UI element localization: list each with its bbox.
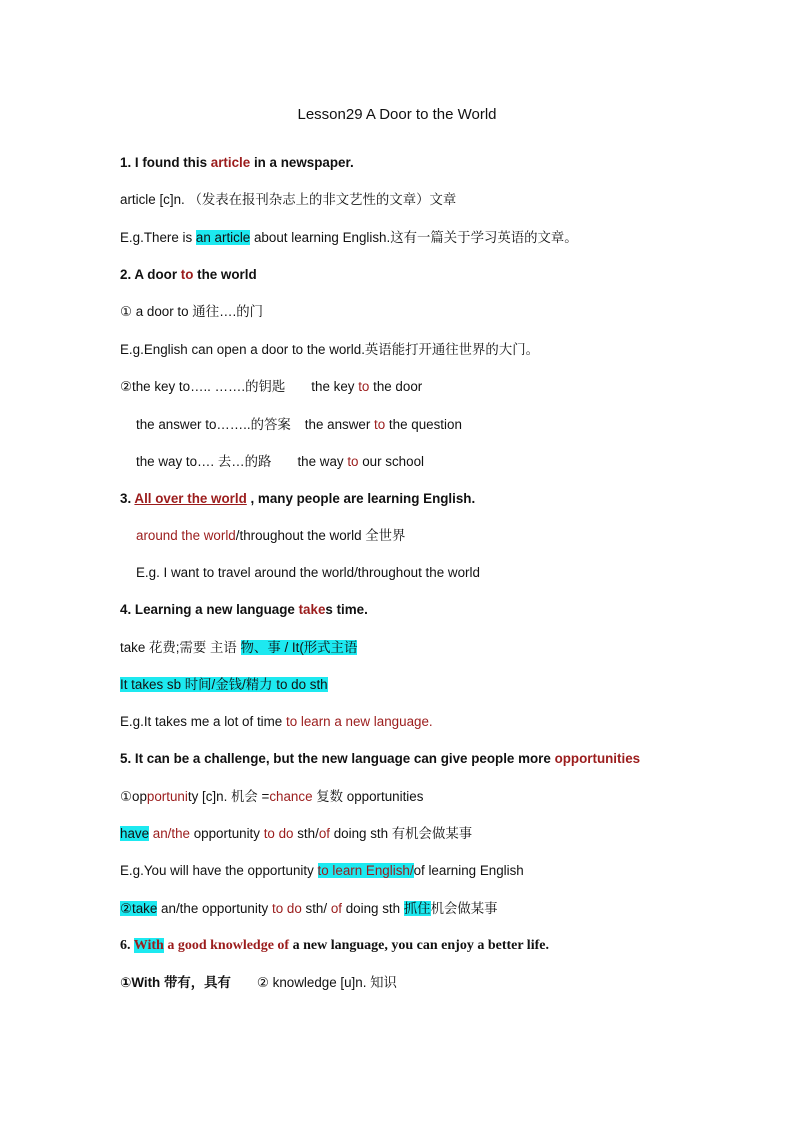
example-text: E.g.There is <box>120 230 196 245</box>
synonym-line <box>136 526 405 546</box>
heading-text: 2. A door <box>120 267 181 282</box>
take-opportunity-line <box>120 899 498 919</box>
heading-text: the world <box>193 267 257 282</box>
heading-text: in a newspaper. <box>250 155 354 170</box>
door-example: E.g.English can open a door to the world.英语能打开通往世界的大门。 <box>120 342 539 357</box>
keyword-of: of <box>330 901 342 916</box>
phrase-text: the way to…. 去…的路 <box>136 454 272 469</box>
phrase-text: the answer <box>304 417 375 432</box>
phrase-text: the key <box>311 379 359 394</box>
heading-number: 6. <box>120 938 134 953</box>
synonym-text: /throughout the world 全世界 <box>235 528 406 543</box>
section-2-heading <box>120 265 257 285</box>
phrase-text: opportunity <box>190 826 264 841</box>
keyword-to-do: to do <box>263 826 294 841</box>
phrase-text: sth/ <box>301 901 331 916</box>
phrase-text: 机会做某事 <box>430 901 498 916</box>
keyword-to: to <box>347 454 359 469</box>
section-5-heading <box>120 749 640 769</box>
keyword-take: take <box>298 602 326 617</box>
example-text: of learning English <box>413 863 524 878</box>
keyword-article: article <box>210 155 251 170</box>
section-4-heading <box>120 600 368 620</box>
highlight-an-article: an article <box>195 230 251 245</box>
take-pattern <box>120 675 328 695</box>
world-example: E.g. I want to travel around the world/throughout the world <box>136 565 480 580</box>
heading-number: 3. <box>120 491 135 506</box>
phrase-text: the question <box>385 417 462 432</box>
keyword-an-the: an/the <box>149 826 190 841</box>
keyword-to: to <box>374 417 386 432</box>
page-title: Lesson29 A Door to the World <box>297 106 497 123</box>
with-definition: ①With 带有，具有 <box>120 975 231 990</box>
keyword-all-over-the-world: All over the world <box>134 491 247 506</box>
definition-text: ty [c]n. 机会 = <box>187 789 270 804</box>
heading-text: , many people are learning English. <box>246 491 476 506</box>
phrase-text: ②the key to….. …….的钥匙 <box>120 379 286 394</box>
keyword-opportunities: opportunities <box>554 751 641 766</box>
with-knowledge-line <box>120 973 397 993</box>
heading-text: 4. Learning a new language <box>120 602 299 617</box>
have-opportunity-line <box>120 824 472 844</box>
keyword-to-do: to do <box>271 901 302 916</box>
highlight-have: have <box>120 826 150 841</box>
section-6-heading <box>120 936 549 956</box>
heading-text: a new language, you can enjoy a better life. <box>289 938 549 953</box>
keyword-to: to <box>180 267 194 282</box>
door-to-item: ① a door to 通往….的门 <box>120 304 263 319</box>
article-example <box>120 228 578 248</box>
keyword-chance: chance <box>269 789 313 804</box>
heading-text: 1. I found this <box>120 155 211 170</box>
key-to-line <box>120 377 422 397</box>
highlight-seize: 抓住 <box>403 901 431 916</box>
example-text: about learning English.这有一篇关于学习英语的文章。 <box>250 230 578 245</box>
phrase-text: doing sth <box>341 901 404 916</box>
phrase-text: sth/ <box>293 826 319 841</box>
keyword-to: to <box>358 379 370 394</box>
highlight-subject: 物、事 / It(形式主语 <box>240 640 358 655</box>
phrase-text: the way <box>297 454 348 469</box>
phrase-text: our school <box>358 454 424 469</box>
opportunity-definition <box>120 787 423 807</box>
definition-text: 复数 opportunities <box>312 789 424 804</box>
highlight-take: ②take <box>120 901 158 916</box>
knowledge-definition: ② knowledge [u]n. 知识 <box>256 975 397 990</box>
opportunity-example <box>120 861 524 881</box>
example-text: E.g.It takes me a lot of time <box>120 714 286 729</box>
article-definition: article [c]n. （发表在报刊杂志上的非文艺性的文章）文章 <box>120 192 457 207</box>
keyword-a-good-knowledge-of: a good knowledge of <box>167 938 290 953</box>
highlight-pattern: It takes sb 时间/金钱/精力 to do sth <box>120 677 328 692</box>
take-example <box>120 712 433 732</box>
phrase-text: doing sth 有机会做某事 <box>329 826 473 841</box>
phrase-text: the door <box>369 379 423 394</box>
section-3-heading <box>120 489 475 509</box>
section-1-heading <box>120 153 354 173</box>
stress-syllable: portuni <box>146 789 188 804</box>
heading-text: 5. It can be a challenge, but the new language can give people more <box>120 751 555 766</box>
answer-to-line <box>136 415 462 435</box>
phrase-text: an/the opportunity <box>157 901 272 916</box>
highlight-with: With <box>133 938 164 953</box>
highlight-to-learn-english: to learn English/ <box>317 863 414 878</box>
way-to-line <box>136 452 424 472</box>
definition-text: take 花费;需要 主语 <box>120 640 241 655</box>
keyword-to-learn: to learn a new language. <box>285 714 433 729</box>
keyword-of: of <box>318 826 330 841</box>
phrase-text: the answer to……..的答案 <box>136 417 291 432</box>
definition-text: ①op <box>120 789 147 804</box>
heading-text: s time. <box>325 602 368 617</box>
example-text: E.g.You will have the opportunity <box>120 863 318 878</box>
take-definition <box>120 638 357 658</box>
keyword-around-the-world: around the world <box>136 528 236 543</box>
